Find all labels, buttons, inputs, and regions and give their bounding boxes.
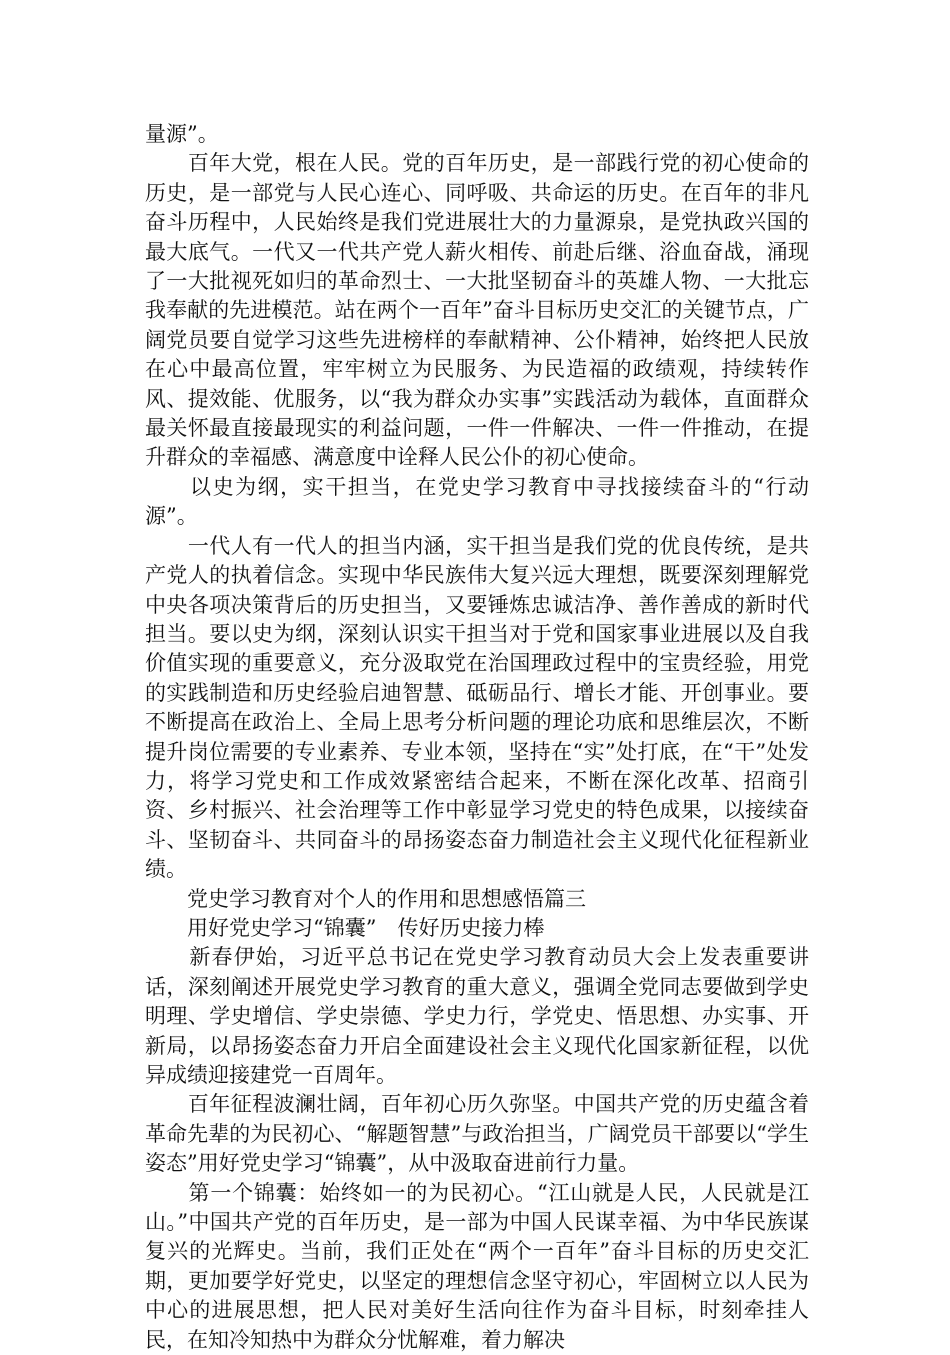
paragraph-continuation: 量源”。 — [145, 122, 219, 146]
paragraph-century-journey: 百年征程波澜壮阔，百年初心历久弥坚。中国共产党的历史蕴含着革命先辈的为民初心、“解题智慧”与政治担当，广阔党员干部要以“学生姿态”用好党史学习“锦囊”，从中汲取奋进前行力量。 — [145, 1092, 809, 1176]
section-heading-part-three: 党史学习教育对个人的作用和思想感悟篇三 — [145, 886, 586, 911]
paragraph-history-as-guide: 以史为纲，实干担当，在党史学习教育中寻找接续奋斗的“行动源”。 — [145, 474, 809, 529]
section-subtitle: 用好党史学习“锦囊” 传好历史接力棒 — [145, 915, 545, 940]
paragraph-people-root: 百年大党，根在人民。党的百年历史，是一部践行党的初心使命的历史，是一部党与人民心连心、同呼吸、共命运的历史。在百年的非凡奋斗历程中，人民始终是我们党进展壮大的力量源泉，是党执政兴国的最大底气。一代又一代共产党人薪火相传、前赴后继、浴血奋战，涌现了一大批视死如归的革命烈士、一大批坚韧奋斗的英雄人物、一大批忘我奉献的先进模范。站在两个一百年”奋斗目标历史交汇的关键节点，广阔党员要自觉学习这些先进榜样的奉献精神、公仆精神，始终把人民放在心中最高位置，牢牢树立为民服务、为民造福的政绩观，持续转作风、提效能、优服务，以“我为群众办实事”实践活动为载体，直面群众最关怀最直接最现实的利益问题，一件一件解决、一件一件推动，在提升群众的幸福感、满意度中诠释人民公仆的初心使命。 — [145, 151, 809, 470]
paragraph-practical-responsibility: 一代人有一代人的担当内涵，实干担当是我们党的优良传统，是共产党人的执着信念。实现中华民族伟大复兴远大理想，既要深刻理解党中央各项决策背后的历史担当，又要锤炼忠诚洁净、善作善成的新时代担当。要以史为纲，深刻认识实干担当对于党和国家事业进展以及自我价值实现的重要意义，充分汲取党在治国理政过程中的宝贵经验，用党的实践制造和历史经验启迪智慧、砥砺品行、增长才能、开创事业。要不断提高在政治上、全局上思考分析问题的理论功底和思维层次，不断提升岗位需要的专业素养、专业本领，坚持在“实”处打底，在“干”处发力，将学习党史和工作成效紧密结合起来，不断在深化改革、招商引资、乡村振兴、社会治理等工作中彰显学习党史的特色成果，以接续奋斗、坚韧奋斗、共同奋斗的昂扬姿态奋力制造社会主义现代化征程新业绩。 — [145, 533, 809, 882]
paragraph-first-tip: 第一个锦囊：始终如一的为民初心。“江山就是人民，人民就是江山。”中国共产党的百年历史，是一部为中国人民谋幸福、为中华民族谋复兴的光辉史。当前，我们正处在“两个一百年”奋斗目标的历史交汇期，更加要学好党史，以坚定的理想信念坚守初心，牢固树立以人民为中心的进展思想，把人民对美好生活向往作为奋斗目标，时刻牵挂人民，在知冷知热中为群众分忧解难，着力解决 — [145, 1180, 809, 1352]
document-body — [145, 120, 809, 1355]
paragraph-new-spring: 新春伊始，习近平总书记在党史学习教育动员大会上发表重要讲话，深刻阐述开展党史学习教育的重大意义，强调全党同志要做到学史明理、学史增信、学史崇德、学史力行，学党史、悟思想、办实事、开新局，以昂扬姿态奋力开启全面建设社会主义现代化国家新征程，以优异成绩迎接建党一百周年。 — [145, 945, 809, 1087]
